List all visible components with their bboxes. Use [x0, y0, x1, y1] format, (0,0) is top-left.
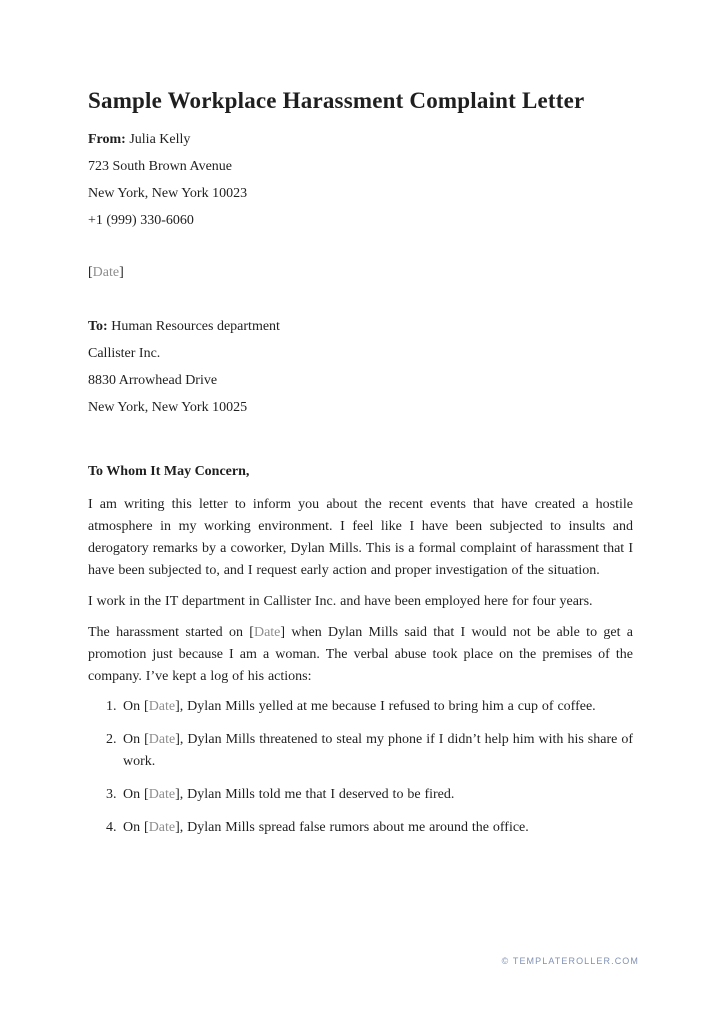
salutation: To Whom It May Concern,	[88, 464, 250, 479]
date-placeholder-text: Date	[148, 699, 176, 714]
date-placeholder-text: Date	[148, 820, 176, 835]
list-item	[106, 696, 633, 718]
list-item	[106, 729, 633, 773]
incident-text-post: ], Dylan Mills told me that I deserved to be fired.	[175, 787, 455, 802]
sender-line	[88, 126, 633, 153]
recipient-block	[88, 313, 633, 421]
paragraph-text-post: ] when Dylan Mills said that I would not be able to get a promotion just because I am a woman. The verbal abuse took place on the premises of the company. I’ve kept a log of his actions:	[88, 625, 633, 684]
date-placeholder-text: Date	[92, 265, 120, 280]
incident-text-pre: On [	[123, 732, 149, 747]
letter-content	[88, 0, 633, 850]
bracket-close: ]	[119, 265, 124, 280]
recipient-department: Human Resources department	[111, 319, 280, 334]
sender-address-line1: 723 South Brown Avenue	[88, 159, 233, 174]
list-item	[106, 817, 633, 839]
to-label: To:	[88, 319, 108, 334]
date-placeholder-text: Date	[148, 787, 176, 802]
list-item-text	[123, 784, 633, 806]
incident-text-post: ], Dylan Mills yelled at me because I refused to bring him a cup of coffee.	[175, 699, 596, 714]
sender-name: Julia Kelly	[129, 132, 191, 147]
recipient-address-line2: New York, New York 10025	[88, 400, 248, 415]
list-item-text	[123, 817, 633, 839]
paragraph-employment: I work in the IT department in Callister Inc. and have been employed here for four years.	[88, 594, 593, 609]
footer-branding: © TEMPLATEROLLER.COM	[501, 956, 639, 966]
list-item-text	[123, 729, 633, 773]
recipient-address-line1: 8830 Arrowhead Drive	[88, 373, 218, 388]
sender-phone: +1 (999) 330-6060	[88, 213, 194, 228]
list-item-number: 1.	[106, 699, 117, 714]
paragraph-intro: I am writing this letter to inform you about the recent events that have created a hostile atmosphere in my working environment. I feel like I have been subjected to insults and derogatory remarks by a coworker, Dylan Mills. This is a formal complaint of harassment that I have been subjected to, and I request early action and proper investigation of the situation.	[88, 497, 633, 578]
bracket-open: [	[88, 265, 93, 280]
sender-address-line2: New York, New York 10023	[88, 186, 248, 201]
list-item	[106, 784, 633, 806]
sender-block	[88, 126, 633, 234]
recipient-line	[88, 313, 633, 340]
incident-text-post: ], Dylan Mills threatened to steal my phone if I didn’t help him with his share of work.	[123, 732, 633, 769]
list-item-number: 4.	[106, 820, 117, 835]
incident-list	[88, 696, 633, 839]
date-placeholder-text: Date	[253, 625, 281, 640]
list-item-number: 2.	[106, 732, 117, 747]
incident-text-pre: On [	[123, 787, 149, 802]
incident-text-post: ], Dylan Mills spread false rumors about me around the office.	[175, 820, 529, 835]
list-item-text	[123, 696, 633, 718]
recipient-company: Callister Inc.	[88, 346, 161, 361]
from-label: From:	[88, 132, 126, 147]
incident-text-pre: On [	[123, 820, 149, 835]
date-placeholder-text: Date	[148, 732, 176, 747]
paragraph-harassment	[88, 622, 633, 688]
letter-title: Sample Workplace Harassment Complaint Letter	[88, 88, 585, 113]
incident-text-pre: On [	[123, 699, 149, 714]
list-item-number: 3.	[106, 787, 117, 802]
paragraph-text-pre: The harassment started on [	[88, 625, 254, 640]
date-placeholder-line	[88, 259, 633, 286]
